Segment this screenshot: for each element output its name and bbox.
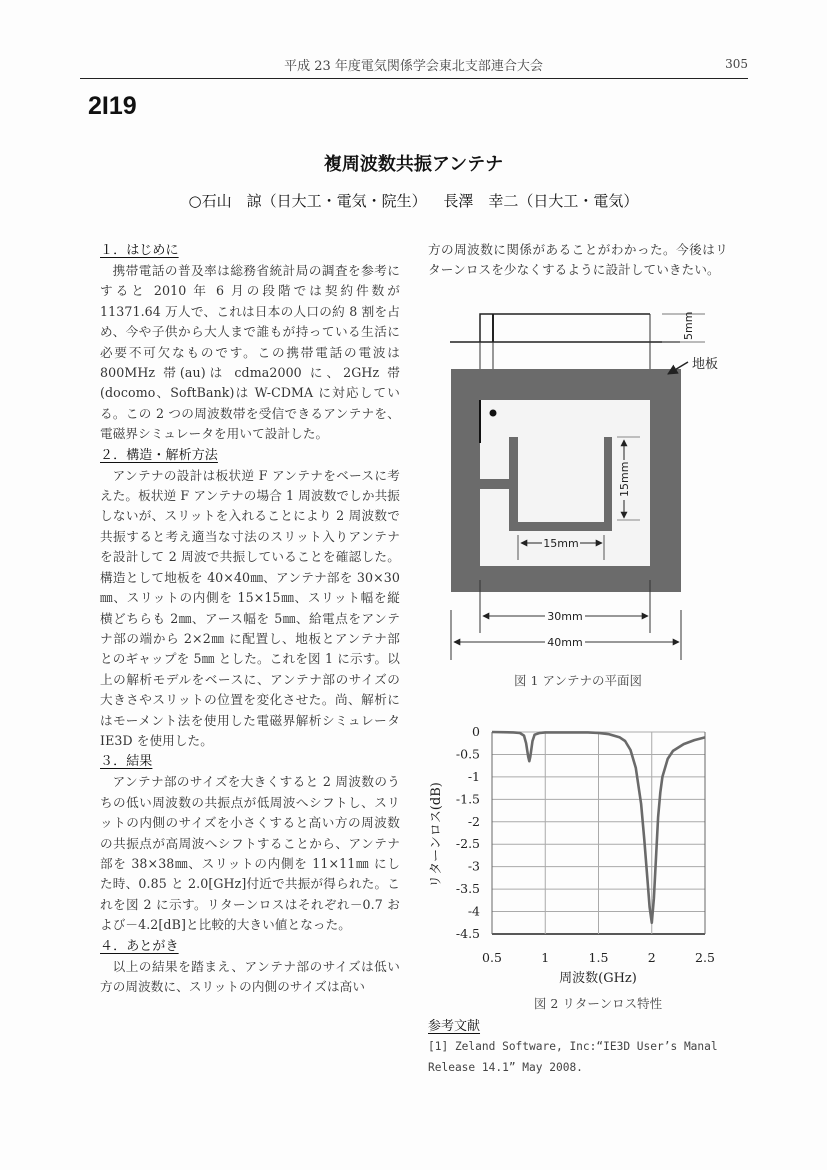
author-2: 長澤 幸二（日大工・電気）	[443, 192, 639, 210]
y-tick-label: -4	[467, 903, 480, 919]
author-1: ○石山 諒（日大工・電気・院生）	[188, 192, 427, 210]
y-tick-label: -1	[467, 768, 480, 784]
x-tick-label: 0.5	[482, 950, 502, 965]
y-tick-label: -2.5	[455, 836, 480, 852]
section-heading-method: ２．構造・解析方法	[100, 447, 218, 463]
section-heading-results: ３．結果	[100, 754, 153, 770]
chart-grid	[492, 732, 705, 934]
dim-label-ground-width: 40mm	[547, 636, 583, 649]
section-body-method: アンテナの設計は板状逆 F アンテナをベースに考えた。板状逆 F アンテナの場合 1 周波数でしか共振しないが、スリットを入れることにより 2 周波数で共振すると考え適当な寸法のスリット入りアンテナを設計して 2 周波で共振していることを確認した。構造として地板を 40×40㎜、アンテナ部を 30×30㎜、スリットの内側を 15×15㎜、スリット幅を縦横どちらも 2㎜、アース幅を 5㎜、給電点をアンテナ部の端から 2×2㎜ に配置し、地板とアンテナ部とのギャップを 5㎜ とした。これを図 1 に示す。以上の解析モデルをベースに、アンテナ部のサイズの大きさやスリットの位置を変化させた。尚、解析にはモーメント法を使用した電磁界解析シミュレータ IE3D を使用した。	[100, 467, 400, 748]
section-heading-intro: １．はじめに	[100, 243, 179, 258]
figure2-caption: 図 2 リターンロス特性	[533, 996, 663, 1011]
chart-x-ticks	[482, 950, 715, 965]
conclusion-continuation: 方の周波数に関係があることがわかった。今後はリターンロスを少なくするように設計していきたい。	[428, 242, 728, 278]
y-tick-label: -2	[467, 813, 480, 829]
section-heading-conclusion: ４．あとがき	[100, 938, 179, 954]
section-body-conclusion: 以上の結果を踏まえ、アンテナ部のサイズは低い方の周波数に、スリットの内側のサイズは高い	[100, 958, 400, 994]
page-number: 305	[725, 57, 748, 71]
x-tick-label: 1.5	[588, 950, 609, 965]
ground-label: 地板	[692, 357, 719, 372]
dim-label-antenna-width: 30mm	[547, 610, 583, 623]
dim-label-slit-width: 15mm	[543, 537, 579, 550]
dim-label-slit-height: 15mm	[618, 461, 631, 497]
figure1-caption: 図 1 アンテナの平面図	[514, 673, 642, 688]
chart-y-ticks	[456, 724, 480, 941]
paper-id: 2I19	[88, 92, 137, 120]
section-body-intro: 携帯電話の普及率は総務省統計局の調査を参考にすると 2010 年 6 月の段階では契約件数が 11371.64 万人で、これは日本の人口の約 8 割を占め、今や子供から大人まで誰もが持っている生活に必要不可欠なものです。この携帯電話の電波は 800MHz 帯(au)は cdma2000 に、2GHz 帯(docomo、SoftBank)は W-CDMA に対応している。この 2 つの周波数帯を受信できるアンテナを、電磁界シミュレータを用いて設計した。	[100, 263, 400, 442]
x-tick-label: 2.5	[695, 950, 715, 965]
reference-item: [1] Zeland Software, Inc:“IE3D User’s Manal Release 14.1” May 2008.	[428, 1040, 718, 1074]
chart-x-label: 周波数(GHz)	[559, 971, 637, 986]
y-tick-label: -3.5	[455, 881, 480, 897]
dim-label-5mm: 5mm	[682, 311, 695, 340]
x-tick-label: 1	[541, 950, 550, 965]
y-tick-label: -3	[467, 858, 480, 874]
y-tick-label: -0.5	[455, 746, 480, 762]
paper-title: 複周波数共振アンテナ	[323, 154, 504, 175]
references-heading: 参考文献	[428, 1019, 481, 1034]
y-tick-label: -1.5	[455, 791, 480, 807]
x-tick-label: 2	[647, 950, 656, 965]
chart-y-label: リターンロス(dB)	[429, 782, 444, 888]
section-body-results: アンテナ部のサイズを大きくすると 2 周波数のうちの低い周波数の共振点が低周波へシフトし、スリットの内側のサイズを小さくすると高い方の周波数の共振点が高周波へシフトすることから、アンテナ部を 38×38㎜、スリットの内側を 11×11㎜ にした時、0.85 と 2.0[GHz]付近で共振が得られた。これを図 2 に示す。リターンロスはそれぞれ－0.7 および－4.2[dB]と比較的大きい値となった。	[100, 774, 400, 933]
y-tick-label: -4.5	[455, 926, 480, 941]
conference-header: 平成 23 年度電気関係学会東北支部連合大会	[284, 59, 543, 74]
y-tick-label: 0	[472, 724, 480, 739]
